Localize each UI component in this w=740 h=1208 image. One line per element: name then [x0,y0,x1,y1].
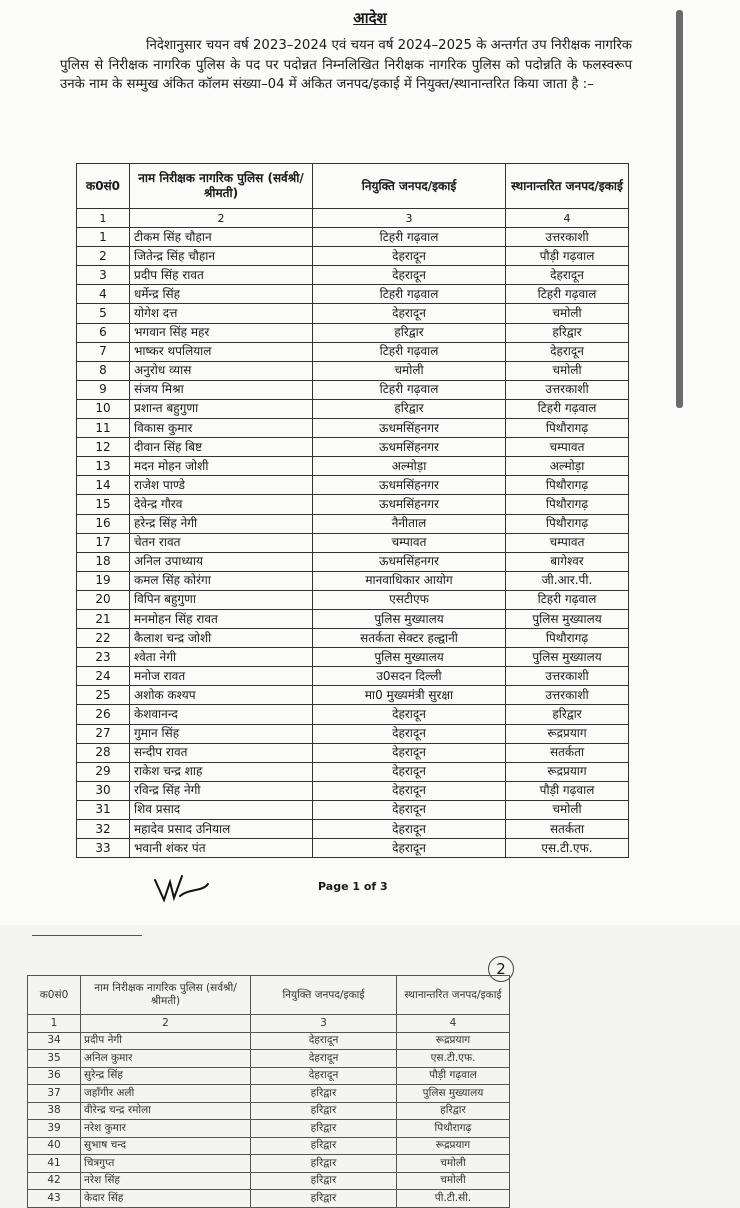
cell-name: भवानी शंकर पंत [130,839,313,858]
cell-posting: टिहरी गढ़वाल [313,228,506,247]
cell-posting: देहरादून [251,1067,397,1085]
cell-transfer: एस.टी.एफ. [397,1050,510,1068]
cell-sno: 30 [77,781,130,800]
cell-transfer: उत्तरकाशी [506,667,629,686]
table-row [77,629,629,648]
cell-transfer: बागेश्वर [506,552,629,571]
cell-name: अशोक कश्यप [130,686,313,705]
table-row [28,1067,510,1085]
column-index: 2 [81,1015,251,1033]
cell-name: कैलाश चन्द्र जोशी [130,629,313,648]
table-row [77,323,629,342]
cell-name: संजय मिश्रा [130,380,313,399]
table-row [77,457,629,476]
cell-posting: देहरादून [313,304,506,323]
cell-posting: देहरादून [313,781,506,800]
cell-sno: 35 [28,1050,81,1068]
cell-name: टीकम सिंह चौहान [130,228,313,247]
cell-name: हरेन्द्र सिंह नेगी [130,514,313,533]
cell-posting: पुलिस मुख्यालय [313,648,506,667]
cell-transfer: अल्मोड़ा [506,457,629,476]
cell-posting: अल्मोड़ा [313,457,506,476]
cell-posting: सतर्कता सेक्टर हल्द्वानी [313,629,506,648]
cell-name: सुरेन्द्र सिंह [81,1067,251,1085]
cell-posting: चम्पावत [313,533,506,552]
cell-sno: 1 [77,228,130,247]
cell-transfer: चमोली [397,1172,510,1190]
page-number: Page 1 of 3 [318,880,388,893]
cell-posting: नैनीताल [313,514,506,533]
cell-transfer: टिहरी गढ़वाल [506,590,629,609]
cell-transfer: चमोली [397,1155,510,1173]
cell-posting: मानवाधिकार आयोग [313,571,506,590]
cell-sno: 8 [77,361,130,380]
cell-name: सुभाष चन्द [81,1137,251,1155]
cell-name: विकास कुमार [130,419,313,438]
order-paragraph [60,36,632,95]
table-row [28,1120,510,1138]
cell-transfer: जी.आर.पी. [506,571,629,590]
cell-name: वीरेन्द्र चन्द्र रमोला [81,1102,251,1120]
table-row [77,514,629,533]
cell-name: धर्मेन्द्र सिंह [130,285,313,304]
column-index: 2 [130,209,313,228]
table-row [77,533,629,552]
table-row [77,342,629,361]
cell-transfer: पिथौरागढ़ [506,514,629,533]
cell-transfer: पौड़ी गढ़वाल [506,247,629,266]
cell-transfer: चमोली [506,361,629,380]
table-row [77,743,629,762]
cell-posting: देहरादून [313,820,506,839]
cell-posting: देहरादून [251,1050,397,1068]
table-row [77,705,629,724]
cell-transfer: पुलिस मुख्यालय [397,1085,510,1103]
cell-transfer: चम्पावत [506,533,629,552]
table-row [28,1190,510,1208]
cell-name: योगेश दत्त [130,304,313,323]
cell-transfer: चमोली [506,800,629,819]
column-index-row [28,1015,510,1033]
page-divider [32,935,142,936]
cell-name: गुमान सिंह [130,724,313,743]
cell-transfer: सतर्कता [506,743,629,762]
column-index: 1 [77,209,130,228]
cell-posting: हरिद्वार [251,1137,397,1155]
cell-transfer: पुलिस मुख्यालय [506,609,629,628]
cell-name: अनिल उपाध्याय [130,552,313,571]
page-2-marker: 2 [488,956,514,982]
cell-name: अनिल कुमार [81,1050,251,1068]
cell-sno: 28 [77,743,130,762]
cell-sno: 32 [77,820,130,839]
cell-transfer: उत्तरकाशी [506,228,629,247]
cell-posting: टिहरी गढ़वाल [313,380,506,399]
cell-sno: 37 [28,1085,81,1103]
cell-posting: ऊधमसिंहनगर [313,552,506,571]
cell-sno: 12 [77,438,130,457]
col-header-name: नाम निरीक्षक नागरिक पुलिस (सर्वश्री/श्रीमती) [130,164,313,209]
cell-sno: 3 [77,266,130,285]
table-row [28,1102,510,1120]
cell-transfer: पिथौरागढ़ [397,1120,510,1138]
cell-sno: 18 [77,552,130,571]
cell-sno: 27 [77,724,130,743]
table-row [28,1085,510,1103]
cell-name: जितेन्द्र सिंह चौहान [130,247,313,266]
cell-sno: 29 [77,762,130,781]
table-row [77,266,629,285]
cell-name: प्रशान्त बहुगुणा [130,399,313,418]
cell-posting: देहरादून [313,762,506,781]
table-row [77,724,629,743]
cell-transfer: उत्तरकाशी [506,380,629,399]
cell-sno: 33 [77,839,130,858]
cell-name: दीवान सिंह बिष्ट [130,438,313,457]
cell-transfer: टिहरी गढ़वाल [506,399,629,418]
cell-name: चेतन रावत [130,533,313,552]
col-header-transfer: स्थानान्तरित जनपद/इकाई [506,164,629,209]
table-row [77,419,629,438]
cell-sno: 9 [77,380,130,399]
col-header-posting: नियुक्ति जनपद/इकाई [313,164,506,209]
cell-sno: 41 [28,1155,81,1173]
cell-transfer: पिथौरागढ़ [506,629,629,648]
cell-posting: देहरादून [251,1032,397,1050]
table-row [28,1032,510,1050]
cell-name: अनुरोध व्यास [130,361,313,380]
transfer-table-page-1 [76,163,629,858]
order-paragraph-text: निदेशानुसार चयन वर्ष 2023–2024 एवं चयन वर्ष 2024–2025 के अन्तर्गत उप निरीक्षक नागरिक पुलिस से निरीक्षक नागरिक पुलिस के पद पर पदोन्नत निम्नलिखित निरीक्षक नागरिक पुलिस को पदोन्नति के फलस्वरूप उनके नाम के सम्मुख अंकित कॉलम संख्या–04 में अंकित जनपद/इकाई में नियुक्त/स्थानान्तरित किया जाता है :– [60,38,632,93]
table-row [77,686,629,705]
table-row [77,438,629,457]
col-header-posting: नियुक्ति जनपद/इकाई [251,976,397,1015]
table-header-row [28,976,510,1015]
cell-transfer: रूद्रप्रयाग [506,724,629,743]
table-row [77,800,629,819]
cell-posting: देहरादून [313,743,506,762]
order-heading: आदेश [353,9,387,27]
table-row [77,228,629,247]
cell-name: केदार सिंह [81,1190,251,1208]
cell-sno: 42 [28,1172,81,1190]
cell-sno: 36 [28,1067,81,1085]
cell-name: मनमोहन सिंह रावत [130,609,313,628]
cell-sno: 40 [28,1137,81,1155]
cell-sno: 24 [77,667,130,686]
cell-posting: हरिद्वार [251,1085,397,1103]
transfer-table-page-2 [27,975,510,1208]
cell-name: भगवान सिंह महर [130,323,313,342]
cell-name: सन्दीप रावत [130,743,313,762]
cell-posting: हरिद्वार [313,399,506,418]
table-row [77,552,629,571]
cell-transfer: हरिद्वार [506,323,629,342]
cell-sno: 39 [28,1120,81,1138]
table-row [77,762,629,781]
col-header-name: नाम निरीक्षक नागरिक पुलिस (सर्वश्री/श्रीमती) [81,976,251,1015]
table-row [77,361,629,380]
cell-sno: 25 [77,686,130,705]
table-body-page-2 [28,1032,510,1207]
table-row [77,304,629,323]
table-row [77,648,629,667]
cell-sno: 10 [77,399,130,418]
cell-transfer: पौड़ी गढ़वाल [506,781,629,800]
table-row [28,1137,510,1155]
cell-transfer: पी.टी.सी. [397,1190,510,1208]
cell-posting: हरिद्वार [251,1120,397,1138]
cell-name: विपिन बहुगुणा [130,590,313,609]
table-row [28,1155,510,1173]
cell-transfer: पिथौरागढ़ [506,419,629,438]
cell-name: भाष्कर थपलियाल [130,342,313,361]
cell-transfer: देहरादून [506,266,629,285]
cell-posting: चमोली [313,361,506,380]
cell-name: केशवानन्द [130,705,313,724]
cell-name: मदन मोहन जोशी [130,457,313,476]
cell-name: महादेव प्रसाद उनियाल [130,820,313,839]
table-row [77,285,629,304]
cell-transfer: सतर्कता [506,820,629,839]
table-row [77,247,629,266]
table-row [77,476,629,495]
cell-sno: 2 [77,247,130,266]
column-index: 3 [251,1015,397,1033]
table-row [77,495,629,514]
cell-posting: हरिद्वार [251,1102,397,1120]
scrollbar-thumb[interactable] [676,10,683,408]
cell-name: राकेश चन्द्र शाह [130,762,313,781]
cell-name: श्वेता नेगी [130,648,313,667]
cell-sno: 14 [77,476,130,495]
cell-transfer: पुलिस मुख्यालय [506,648,629,667]
cell-sno: 5 [77,304,130,323]
cell-name: मनोज रावत [130,667,313,686]
table-body-page-1 [77,228,629,858]
cell-posting: ऊधमसिंहनगर [313,476,506,495]
cell-sno: 22 [77,629,130,648]
cell-posting: ऊधमसिंहनगर [313,495,506,514]
col-header-sno: क0सं0 [28,976,81,1015]
cell-sno: 21 [77,609,130,628]
cell-posting: देहरादून [313,724,506,743]
table-row [77,571,629,590]
cell-name: राजेश पाण्डे [130,476,313,495]
cell-sno: 7 [77,342,130,361]
cell-posting: ऊधमसिंहनगर [313,438,506,457]
cell-transfer: चम्पावत [506,438,629,457]
table-row [28,1050,510,1068]
table-row [77,399,629,418]
cell-name: देवेन्द्र गौरव [130,495,313,514]
table-row [77,380,629,399]
cell-name: नरेश कुमार [81,1120,251,1138]
cell-sno: 6 [77,323,130,342]
cell-posting: पुलिस मुख्यालय [313,609,506,628]
cell-sno: 15 [77,495,130,514]
cell-sno: 26 [77,705,130,724]
table-row [77,667,629,686]
cell-name: शिव प्रसाद [130,800,313,819]
cell-transfer: रूद्रप्रयाग [397,1032,510,1050]
cell-posting: देहरादून [313,705,506,724]
cell-posting: टिहरी गढ़वाल [313,285,506,304]
cell-sno: 20 [77,590,130,609]
table-row [77,820,629,839]
cell-name: प्रदीप सिंह रावत [130,266,313,285]
cell-transfer: रूद्रप्रयाग [397,1137,510,1155]
column-index: 1 [28,1015,81,1033]
cell-posting: देहरादून [313,266,506,285]
signature [150,870,220,910]
cell-transfer: हरिद्वार [397,1102,510,1120]
cell-sno: 4 [77,285,130,304]
column-index-row [77,209,629,228]
cell-posting: देहरादून [313,839,506,858]
cell-transfer: पिथौरागढ़ [506,476,629,495]
cell-sno: 31 [77,800,130,819]
cell-posting: देहरादून [313,800,506,819]
cell-posting: टिहरी गढ़वाल [313,342,506,361]
table-header-row [77,164,629,209]
table-row [77,609,629,628]
cell-transfer: एस.टी.एफ. [506,839,629,858]
cell-name: चित्रगुप्त [81,1155,251,1173]
cell-name: रविन्द्र सिंह नेगी [130,781,313,800]
cell-transfer: पौड़ी गढ़वाल [397,1067,510,1085]
cell-name: नरेश सिंह [81,1172,251,1190]
cell-sno: 11 [77,419,130,438]
col-header-transfer: स्थानान्तरित जनपद/इकाई [397,976,510,1015]
table-row [77,590,629,609]
cell-sno: 23 [77,648,130,667]
col-header-sno: क0सं0 [77,164,130,209]
cell-sno: 17 [77,533,130,552]
cell-transfer: उत्तरकाशी [506,686,629,705]
table-row [77,781,629,800]
cell-posting: ऊधमसिंहनगर [313,419,506,438]
cell-sno: 19 [77,571,130,590]
cell-posting: एसटीएफ [313,590,506,609]
cell-sno: 34 [28,1032,81,1050]
cell-posting: हरिद्वार [251,1155,397,1173]
cell-name: कमल सिंह कोरंगा [130,571,313,590]
cell-transfer: टिहरी गढ़वाल [506,285,629,304]
cell-posting: मा0 मुख्यमंत्री सुरक्षा [313,686,506,705]
cell-transfer: हरिद्वार [506,705,629,724]
cell-transfer: रूद्रप्रयाग [506,762,629,781]
cell-transfer: चमोली [506,304,629,323]
cell-sno: 38 [28,1102,81,1120]
cell-posting: देहरादून [313,247,506,266]
cell-posting: हरिद्वार [313,323,506,342]
column-index: 4 [397,1015,510,1033]
column-index: 3 [313,209,506,228]
table-row [77,839,629,858]
cell-transfer: देहरादून [506,342,629,361]
cell-posting: हरिद्वार [251,1190,397,1208]
column-index: 4 [506,209,629,228]
cell-transfer: पिथौरागढ़ [506,495,629,514]
cell-posting: हरिद्वार [251,1172,397,1190]
cell-name: प्रदीप नेगी [81,1032,251,1050]
cell-name: जहाँगीर अली [81,1085,251,1103]
table-row [28,1172,510,1190]
cell-sno: 16 [77,514,130,533]
cell-posting: उ0सदन दिल्ली [313,667,506,686]
cell-sno: 13 [77,457,130,476]
cell-sno: 43 [28,1190,81,1208]
